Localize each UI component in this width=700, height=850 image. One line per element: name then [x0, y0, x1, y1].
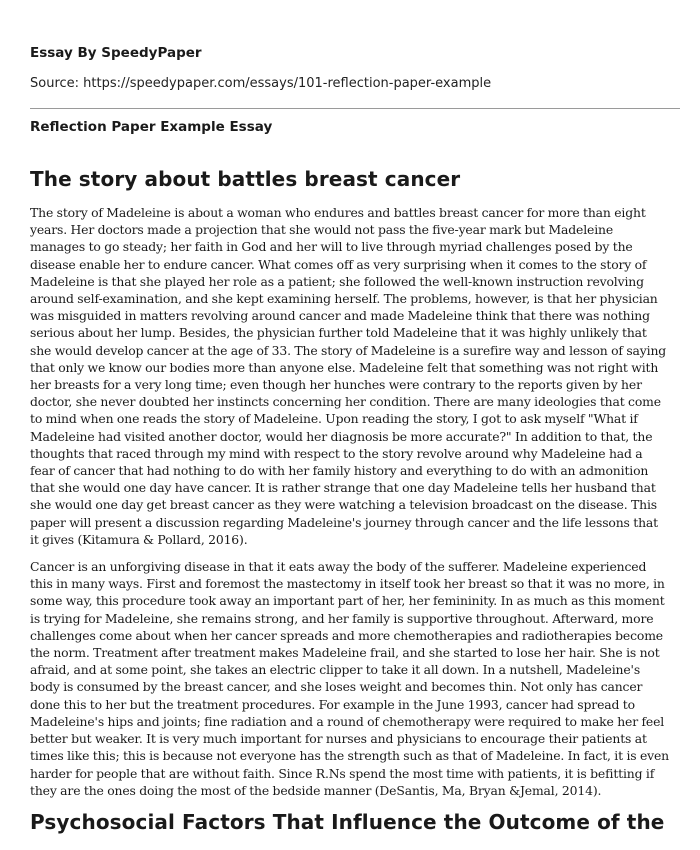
document-header [30, 44, 670, 93]
section-heading: The story about battles breast cancer [30, 167, 461, 191]
body-paragraph: The story of Madeleine is about a woman who endures and battles breast cancer for more than eight years. Her doctors made a projection that she would not pass the five-year mark but Madeleine manages to go steady; her faith in God and her will to live through myriad challenges posed by the disease enable her to endure cancer. What comes off as very surprising when it comes to the story of Madeleine is that she played her role as a patient; she followed the well-known instruction revolving around self-examination, and she kept examining herself. The problems, however, is that her physician was misguided in matters revolving around cancer and made Madeleine think that there was nothing serious about her lump. Besides, the physician further told Madeleine that it was highly unlikely that she would develop cancer at the age of 33. The story of Madeleine is a surefire way and lesson of saying that only we know our bodies more than anyone else. Madeleine felt that something was not right with her breasts for a very long time; even though her hunches were contrary to the reports given by her doctor, she never doubted her instincts concerning her condition. There are many ideologies that come to mind when one reads the story of Madeleine. Upon reading the story, I got to ask myself "What if Madeleine had visited another doctor, would her diagnosis be more accurate?" In addition to that, the thoughts that raced through my mind with respect to the story revolve around why Madeleine had a fear of cancer that had nothing to do with her family history and everything to do with an admonition that she would one day have cancer. It is rather strange that one day Madeleine tells her husband that she would one day get breast cancer as they were watching a television broadcast on the disease. This paper will present a discussion regarding Madeleine's journey through cancer and the life lessons that it gives (Kitamura & Pollard, 2016). [30, 205, 667, 547]
section-heading: Psychosocial Factors That Influence the Outcome of the [30, 809, 665, 834]
paper-title: Reflection Paper Example Essay [30, 119, 273, 135]
source-line: Source: https://speedypaper.com/essays/101-reflection-paper-example [30, 76, 492, 91]
body-paragraph: Cancer is an unforgiving disease in that it eats away the body of the sufferer. Madeleine experienced this in many ways. First and foremost the mastectomy in itself took her breast so that it was no more, in some way, this procedure took away an important part of her, her femininity. In as much as this moment is trying for Madeleine, she remains strong, and her family is supportive throughout. Afterward, more challenges come about when her cancer spreads and more chemotherapies and radiotherapies become the norm. Treatment after treatment makes Madeleine frail, and she started to lose her hair. She is not afraid, and at some point, she takes an electric clipper to take it all down. In a nutshell, Madeleine's body is consumed by the breast cancer, and she loses weight and becomes thin. Not only has cancer done this to her but the treatment procedures. For example in the June 1993, cancer had spread to Madeleine's hips and joints; fine radiation and a round of chemotherapy were required to make her feel better but weaker. It is very much important for nurses and physicians to encourage their patients at times like this; this is because not everyone has the strength such as that of Madeleine. In fact, it is even harder for people that are without faith. Since R.Ns spend the most time with patients, it is befitting if they are the ones doing the most of the bedside manner (DeSantis, Ma, Bryan &Jemal, 2014). [30, 559, 669, 798]
site-title: Essay By SpeedyPaper [30, 45, 202, 61]
essay-body [30, 166, 670, 847]
header-divider [30, 108, 680, 109]
